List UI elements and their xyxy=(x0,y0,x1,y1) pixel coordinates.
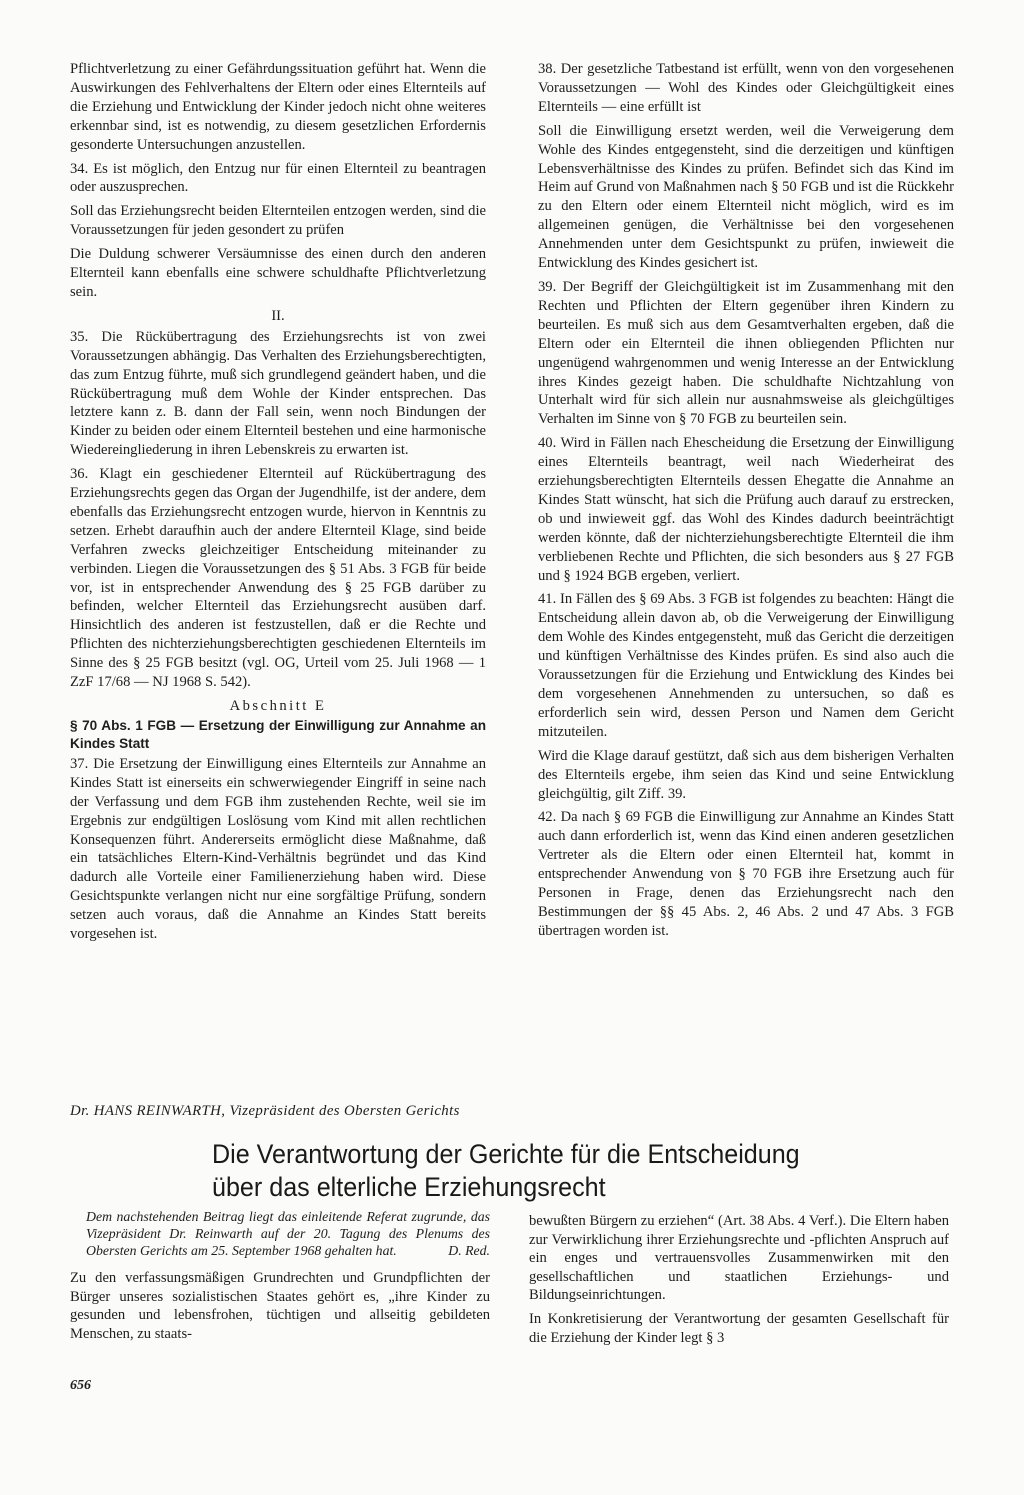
right-column xyxy=(538,60,954,946)
paragraph: Die Duldung schwerer Versäumnisse des einen durch den anderen Elternteil kann ebenfalls eine schwere schuldhafte Pflichtverletzung sein. xyxy=(70,246,486,300)
paragraph-42: 42. Da nach § 69 FGB die Einwilligung zur Annahme an Kindes Statt auch dann erforderlich ist, wenn das Kind einen anderen gesetzlichen Vertreter als die Eltern oder einen Elternteil hat, kommt in entsprechender Anwendung von § 70 FGB ihre Ersetzung auch für Personen in Frage, denen das Erziehungsrecht nach den Bestimmungen der §§ 45 Abs. 2, 46 Abs. 2 und 47 Abs. 3 FGB übertragen worden ist. xyxy=(538,809,954,939)
paragraph-41: 41. In Fällen des § 69 Abs. 3 FGB ist folgendes zu beachten: Hängt die Entscheidung allein davon ab, ob die Verweigerung der Einwilligung dem Wohle des Kindes entgegensteht, muß das Gericht die derzeitigen und künftigen Verhältnisse des Kindes prüfen. Es sind also auch die Voraussetzungen für die Erziehung und Entwicklung des Kindes bei dem vorgesehenen Annehmenden zu untersuchen, so daß es erforderlich sein wird, dessen Person und Namen dem Gericht mitzuteilen. xyxy=(538,591,954,740)
paragraph-34: 34. Es ist möglich, den Entzug nur für einen Elternteil zu beantragen oder auszusprechen. xyxy=(70,160,486,196)
paragraph-36: 36. Klagt ein geschiedener Elternteil auf Rückübertragung des Erziehungsrechts gegen das Organ der Jugendhilfe, ist der andere, dem ebenfalls das Erziehungsrecht entzogen wurde, hiervon in Kenntnis zu setzen. Erhebt daraufhin auch der andere Elternteil Klage, sind beide Verfahren zwecks gleichzeitiger Entscheidung miteinander zu verbinden. Liegen die Voraussetzungen des § 51 Abs. 3 FGB für beide vor, ist in entsprechender Anwendung des § 25 FGB darüber zu befinden, welcher Elternteil das Erziehungsrecht ausüben darf. Hinsichtlich des anderen ist festzustellen, daß er die Rechte und Pflichten des nichterziehungsberechtigten geschiedenen Elternteils im Sinne des § 25 FGB besitzt (vgl. OG, Urteil vom 25. Juli 1968 — 1 ZzF 17/68 — NJ 1968 S. 542). xyxy=(70,466,486,691)
paragraph-40: 40. Wird in Fällen nach Ehescheidung die Ersetzung der Einwilligung eines Elternteils beantragt, weil nach Wiederheirat des erziehungsberechtigten Elternteils dessen Ehegatte die Annahme an Kindes Statt wünscht, hat sich die Prüfung auch darauf zu erstrecken, ob und inwieweit ggf. das Wohl des Kindes dadurch beeinträchtigt werden könnte, daß der nichterziehungsberechtigte Elternteil die ihm verbliebenen Rechte und Pflichten, die sich besonders aus § 27 FGB und § 1924 BGB ergeben, verliert. xyxy=(538,435,954,584)
paragraph: Soll das Erziehungsrecht beiden Elternteilen entzogen werden, sind die Voraussetzungen für jeden gesondert zu prüfen xyxy=(70,203,486,239)
page-number: 656 xyxy=(70,1378,91,1393)
left-column xyxy=(70,60,486,949)
headline-line-1: Die Verantwortung der Gerichte für die Entscheidung xyxy=(212,1139,800,1169)
section-heading-ii: II. xyxy=(271,307,285,324)
editorial-sign: D. Red. xyxy=(448,1243,490,1258)
paragraph-39: 39. Der Begriff der Gleichgültigkeit ist im Zusammenhang mit den Rechten und Pflichten der Eltern gegenüber ihren Kindern zu beurteilen. Es muß sich aus dem Gesamtverhalten ergeben, daß die Eltern oder ein Elternteil die ihnen obliegenden Pflichten nur ungenügend wahrgenommen und wenig Interesse an der Entwicklung ihres Kindes gezeigt haben. Die schuldhafte Nichtzahlung von Unterhalt wird für sich allein nur ausnahmsweise als gleichgültiges Verhalten im Sinne von § 70 FGB zu beurteilen sein. xyxy=(538,278,954,428)
paragraph: Wird die Klage darauf gestützt, daß sich aus dem bisherigen Verhalten des Elternteils ergebe, ihm seien das Kind und seine Entwicklung gleichgültig, gilt Ziff. 39. xyxy=(538,747,954,802)
paragraph-37: 37. Die Ersetzung der Einwilligung eines Elternteils zur Annahme an Kindes Statt ist einerseits ein schwerwiegender Eingriff in seine nach der Verfassung und dem FGB ihm zustehenden Rechte, weil sie im Ergebnis zur endgültigen Loslösung vom Kind mit allen rechtlichen Konsequenzen führt. Andererseits ermöglicht diese Maßnahme, daß ein tatsächliches Eltern-Kind-Verhältnis begründet und das Kind dadurch alle Vorteile einer Familienerziehung haben wird. Diese Gesichtspunkte verlangen nicht nur eine sorgfältige Prüfung, sondern setzen auch voraus, daß die Annahme an Kindes Statt bereits vorgesehen ist. xyxy=(70,755,486,943)
subheading-70: § 70 Abs. 1 FGB — Ersetzung der Einwilligung zur Annahme an Kindes Statt xyxy=(70,717,486,752)
headline-line-2: über das elterliche Erziehungsrecht xyxy=(212,1172,606,1202)
paragraph: Soll die Einwilligung ersetzt werden, weil die Verweigerung dem Wohle des Kindes entgegensteht, sind die derzeitigen und künftigen Lebensverhältnisse des Kindes zu prüfen. Befindet sich das Kind im Heim auf Grund von Maßnahmen nach § 50 FGB und ist die Rückkehr zu den Eltern oder einem Elternteil nicht möglich, wird es im allgemeinen genügen, die Verhältnisse bei den vorgesehenen Annehmenden unter dem Gesichtspunkt zu prüfen, inwieweit die Entwicklung des Kindes gesichert ist. xyxy=(538,122,954,272)
paragraph-35: 35. Die Rückübertragung des Erziehungsrechts ist von zwei Voraussetzungen abhängig. Das Verhalten des Erziehungsberechtigten, das zum Entzug führte, muß sich grundlegend geändert haben, und die Rückübertragung muß dem Wohle der Kinder entsprechen. Das letztere kann z. B. dann der Fall sein, wenn noch Bindungen der Kinder zu beiden oder einem Elternteil bestehen und eine harmonische Wiedereingliederung in ihren Lebenskreis zu erwarten ist. xyxy=(70,328,486,459)
paragraph-38: 38. Der gesetzliche Tatbestand ist erfüllt, wenn von den vorgesehenen Voraussetzungen — Wohl des Kindes oder Gleichgültigkeit eines Elternteils — eine erfüllt ist xyxy=(538,61,954,115)
section-heading-e: Abschnitt E xyxy=(229,698,327,714)
article-headline xyxy=(212,1138,863,1204)
article-right-column xyxy=(529,1212,949,1352)
article-left-column xyxy=(70,1208,490,1348)
paragraph: bewußten Bürgern zu erziehen“ (Art. 38 Abs. 4 Verf.). Die Eltern haben zur Verwirklichung ihrer Erziehungsrechte und -pflichten Anspruch auf ein enges und vertrauensvolles Zusammenwirken mit den gesellschaftlichen und staatlichen Erziehungs- und Bildungseinrichtungen. xyxy=(529,1213,949,1304)
editorial-note-text: Dem nachstehenden Beitrag liegt das einleitende Referat zugrunde, das Vizepräsident Dr. Reinwarth auf der 20. Tagung des Plenums des Obersten Gerichts am 25. September 1968 gehalten hat. xyxy=(86,1209,490,1258)
author-byline: Dr. HANS REINWARTH, Vizepräsident des Obersten Gerichts xyxy=(70,1103,460,1119)
paragraph: Pflichtverletzung zu einer Gefährdungssituation geführt hat. Wenn die Auswirkungen des Fehlverhaltens der Eltern oder eines Elternteils auf die Erziehung und Entwicklung der Kinder jedoch nicht ohne weiteres erkennbar sind, ist es notwendig, zu diesem gesetzlichen Erfordernis gesonderte Untersuchungen anzustellen. xyxy=(70,61,486,153)
editorial-note xyxy=(70,1208,490,1259)
paragraph: Zu den verfassungsmäßigen Grundrechten und Grundpflichten der Bürger unseres sozialistischen Staates gehört es, „ihre Kinder zu gesunden und lebensfrohen, tüchtigen und allseitig gebildeten Menschen, zu staats- xyxy=(70,1270,490,1342)
paragraph: In Konkretisierung der Verantwortung der gesamten Gesellschaft für die Erziehung der Kinder legt § 3 xyxy=(529,1310,949,1346)
